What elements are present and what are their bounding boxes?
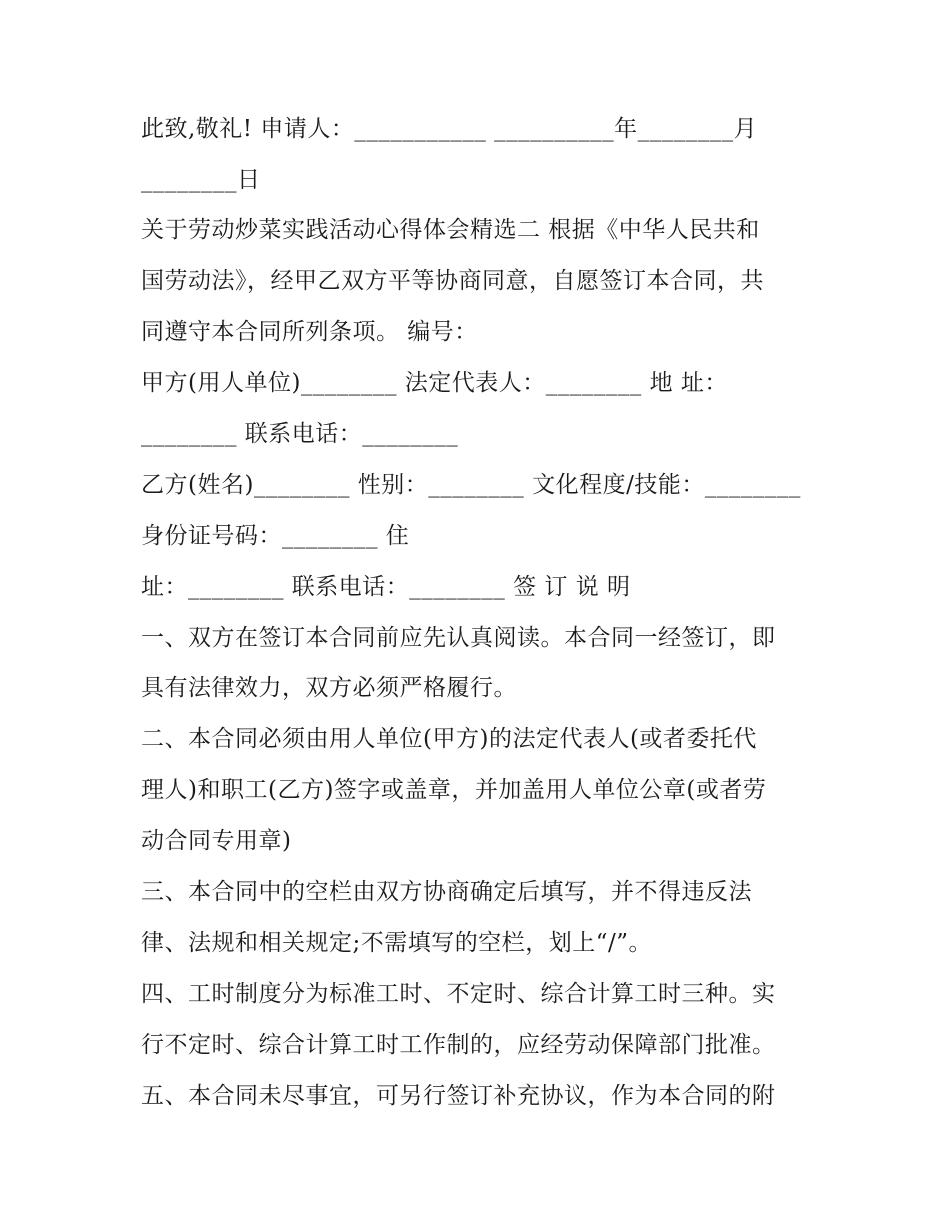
text-line-17: 律、法规和相关规定;不需填写的空栏，划上“/”。	[141, 930, 653, 956]
text-line-20: 五、本合同未尽事宜，可另行签订补充协议，作为本合同的附	[141, 1083, 776, 1109]
text-line-5: 同遵守本合同所列条项。 编号：	[141, 319, 478, 345]
text-line-11: 一、双方在签订本合同前应先认真阅读。本合同一经签订，即	[141, 625, 776, 651]
text-line-10: 址：________ 联系电话：________ 签 订 说 明	[141, 574, 631, 600]
text-line-4: 国劳动法》，经甲乙双方平等协商同意，自愿签订本合同，共	[141, 268, 764, 294]
text-line-14: 理人)和职工(乙方)签字或盖章，并加盖用人单位公章(或者劳	[141, 777, 767, 803]
text-line-1: 此致,敬礼! 申请人：___________ __________年________月	[141, 116, 758, 142]
text-line-19: 行不定时、综合计算工时工作制的，应经劳动保障部门批准。	[141, 1032, 776, 1058]
text-line-7: ________ 联系电话：________	[141, 421, 459, 447]
text-line-18: 四、工时制度分为标准工时、不定时、综合计算工时三种。实	[141, 981, 776, 1007]
text-line-9: 身份证号码：________ 住	[141, 523, 410, 549]
text-line-6: 甲方(用人单位)________ 法定代表人：________ 地 址：	[141, 370, 728, 396]
text-line-8: 乙方(姓名)________ 性别：________ 文化程度/技能：________	[141, 472, 801, 498]
text-line-3: 关于劳动炒菜实践活动心得体会精选二 根据《中华人民共和	[141, 217, 760, 243]
text-line-15: 动合同专用章)	[141, 828, 292, 854]
text-line-13: 二、本合同必须由用人单位(甲方)的法定代表人(或者委托代	[141, 726, 757, 752]
text-line-2: ________日	[141, 167, 261, 193]
text-line-16: 三、本合同中的空栏由双方协商确定后填写，并不得违反法	[141, 879, 752, 905]
text-line-12: 具有法律效力，双方必须严格履行。	[141, 675, 517, 701]
